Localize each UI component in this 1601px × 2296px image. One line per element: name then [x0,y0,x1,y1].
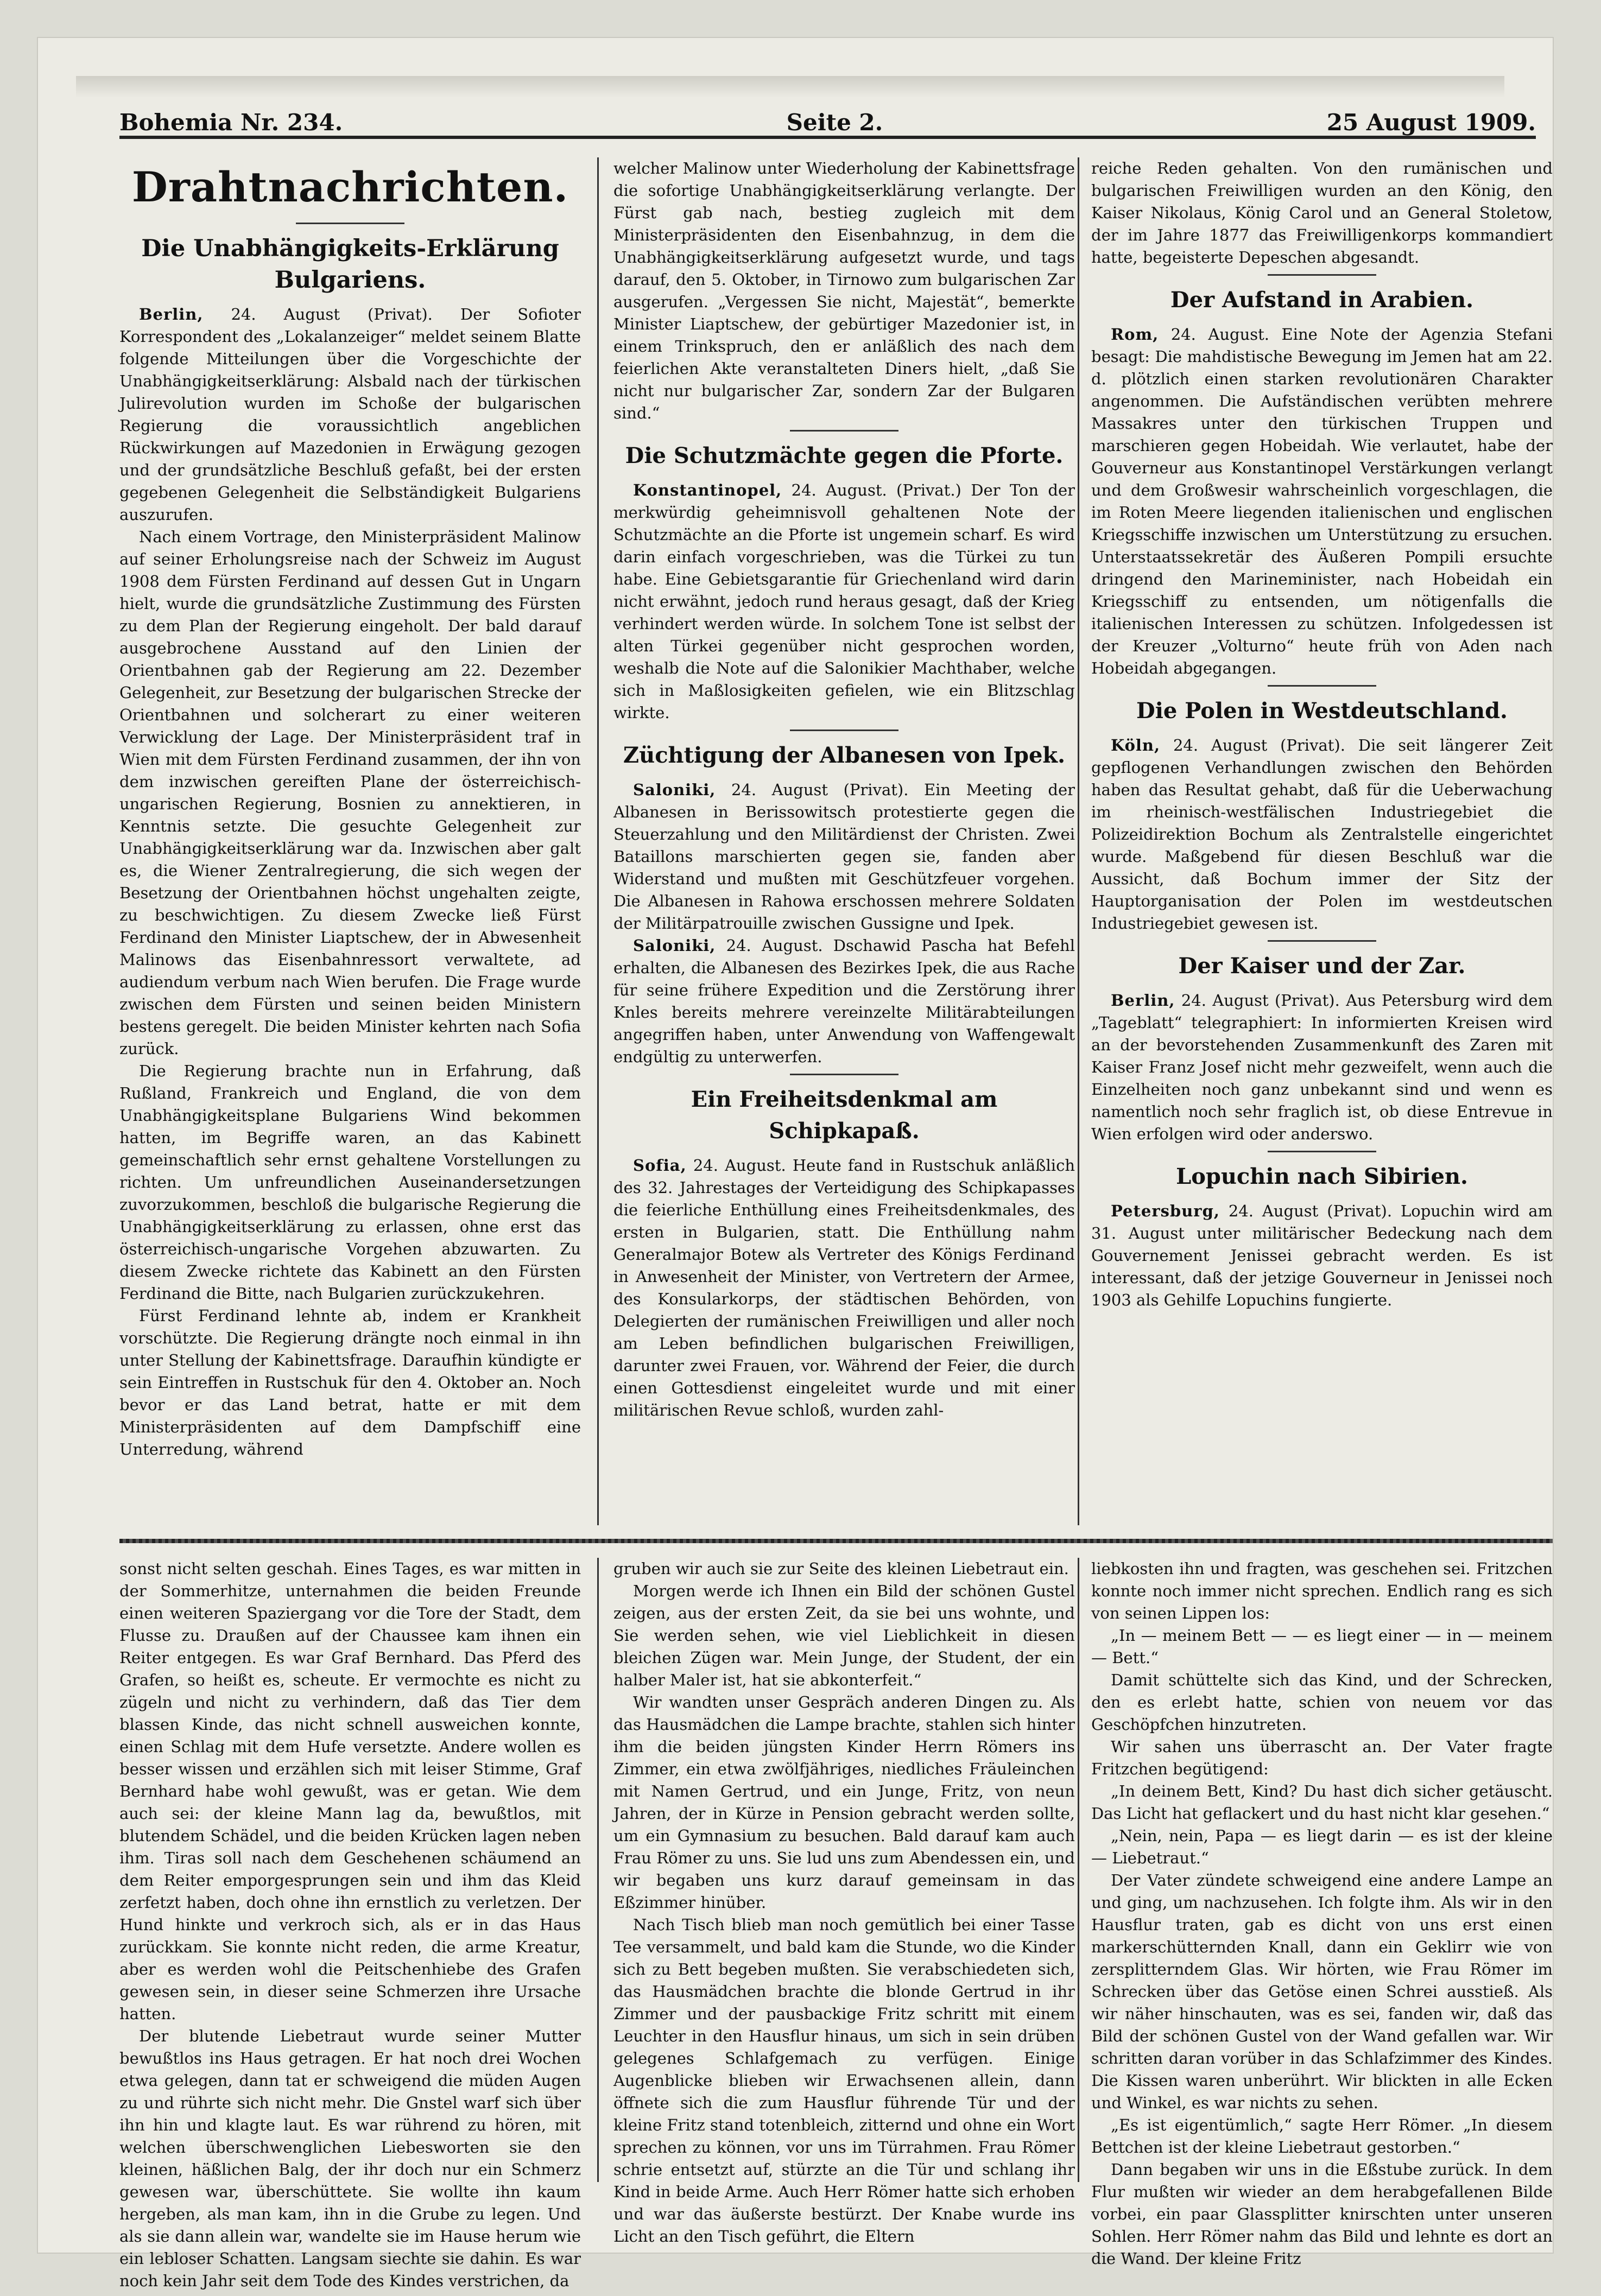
feuilleton-column-1 [119,1558,581,2290]
divider [1268,685,1376,687]
divider [1268,940,1376,942]
running-head [119,87,1536,139]
paragraph-text: 24. August. Eine Note der Agenzia Stefani besagt: Die mahdistische Bewegung im Jemen hat am 22. d. plötzlich einen starken revolutionären Charakter angenommen. Die Aufständischen verübten mehrere Massakres unter den türkischen Truppen und marschieren gegen Hobeidah. Wie verlautet, habe der Gouverneur aus Konstantinopel Verstärkungen verlangt und dem Großwesir wahrscheinlich vorgeschlagen, die im Roten Meere liegenden italienischen und englischen Kriegsschiffe inzwischen um Unterstützung zu ersuchen. Unterstaatssekretär des Äußeren Pompili ersuchte dringend den Marineminister, nach Hobeidah ein Kriegsschiff zu entsenden, um nötigenfalls die italienischen Interessen zu schützen. Infolgedessen ist der Kreuzer „Volturno“ heute früh von Aden nach Hobeidah abgegangen. [1091,325,1553,677]
article-continuation: reiche Reden gehalten. Von den rumänischen und bulgarischen Freiwilligen wurden an den König, den Kaiser Nikolaus, König Carol und an General Stoletow, der im Jahre 1877 das Freiwilligenkorps kommandiert hatte, begeisterte Depeschen abgesandt. [1091,159,1553,267]
feuilleton-paragraph: liebkosten ihn und fragten, was geschehen sei. Fritzchen konnte noch immer nicht sprechen. Endlich rang es sich von seinen Lippen los: [1091,1559,1553,1622]
paragraph-text: 24. August (Privat). Aus Petersburg wird dem „Tageblatt“ telegraphiert: In informierten Kreisen wird an der bevorstehenden Zusammenkunft des Zaren mit Kaiser Franz Josef nicht mehr gezweifelt, wenn auch die Einzelheiten noch ganz unbekannt sind und wenn es namentlich noch sehr fraglich ist, ob diese Entrevue in Wien erfolgen wird oder anderswo. [1091,991,1553,1143]
column-rule [1078,157,1079,1525]
feuilleton-paragraph: Wir sahen uns überrascht an. Der Vater fragte Fritzchen begütigend: [1091,1737,1553,1778]
article-paragraph [613,1155,1075,1422]
article-paragraph [613,779,1075,935]
paragraph-text: 24. August (Privat). Der Sofioter Korrespondent des „Lokalanzeiger“ meldet seinem Blatte folgende Mitteilungen über die Vorgeschichte der Unabhängigkeitserklärung: Alsbald nach der türkischen Julirevolution wurden im Schoße der bulgarischen Regierung die voraussichtlich angeblichen Rückwirkungen auf Mazedonien in Erwägung gezogen und der grundsätzliche Beschluß gefaßt, bei der ersten gegebenen Gelegenheit die Selbständigkeit Bulgariens auszurufen. [119,305,581,524]
divider [790,730,898,731]
dateline: Sofia, [633,1156,687,1175]
dateline: Rom, [1111,325,1159,344]
article-paragraph [613,935,1075,1068]
paragraph-text: 24. August. Dschawid Pascha hat Befehl erhalten, die Albanesen des Bezirkes Ipek, die aus Rache für seine frühere Expedition und die Zerstörung ihrer Knles bereits mehrere vereinzelte Militärabteilungen angegriffen haben, unter Anwendung von Waffengewalt endgültig zu unterwerfen. [613,936,1075,1066]
divider [1268,1151,1376,1152]
feuilleton-column-3 [1091,1558,1553,2268]
feuilleton-paragraph: Dann begaben wir uns in die Eßstube zurück. In dem Flur mußten wir wieder an dem herabgefallenen Bilde vorbei, ein paar Glassplitter knirschten unter unseren Sohlen. Herr Römer nahm das Bild und lehnte es dort an die Wand. Der kleine Fritz [1091,2160,1553,2268]
article-paragraph: Die Regierung brachte nun in Erfahrung, daß Rußland, Frankreich und England, die von dem Unabhängigkeitsplane Bulgariens Wind bekommen hatten, im Begriffe waren, an das Kabinett gemeinschaftlich sehr ernst gehaltene Vorstellungen zu richten. Um unfreundlichen Auseinandersetzungen zuvorzukommen, beschloß die bulgarische Regierung die Unabhängigkeitserklärung zu erlassen, ohne erst das österreichisch-ungarische Vorgehen abzuwarten. Zu diesem Zwecke richtete das Kabinett an den Fürsten Ferdinand die Bitte, nach Bulgarien zurückzukehren. [119,1062,581,1303]
feuilleton-rule [119,1539,1553,1543]
article-headline: Lopuchin nach Sibirien. [1176,1164,1468,1189]
dateline: Konstantinopel, [633,481,782,499]
column-rule [1078,1558,1079,2182]
dateline: Berlin, [1111,991,1175,1010]
feuilleton-paragraph: „In deinem Bett, Kind? Du hast dich sicher getäuscht. Das Licht hat geflackert und du hast nicht klar gesehen.“ [1091,1782,1553,1823]
feuilleton-column-2 [613,1558,1075,2246]
feuilleton-paragraph: Der blutende Liebetraut wurde seiner Mutter bewußtlos ins Haus getragen. Er hat noch drei Wochen etwa gelegen, dann tat er schweigend die müden Augen zu und rührte sich nicht mehr. Die Gnstel warf sich über ihn hin und klagte laut. Es war rührend zu hören, mit welchen überschwenglichen Liebesworten sie den kleinen, häßlichen Balg, der ihr doch nur ein Schmerz gewesen war, überschüttete. Sie wollte ihn kaum hergeben, als man kam, ihn in die Grube zu legen. Und als sie dann allein war, wandelte sie im Hause herum wie ein lebloser Schatten. Langsam siechte sie dahin. Es war noch kein Jahr seit dem Tode des Kindes verstrichen, da [119,2027,581,2290]
news-column-3 [1091,157,1553,1525]
page-number: Seite 2. [786,109,883,136]
article-headline: Ein Freiheitsdenkmal am Schipkapaß. [691,1087,998,1144]
feuilleton-paragraph: Wir wandten unser Gespräch anderen Dingen zu. Als das Hausmädchen die Lampe brachte, stahlen sich hinter ihm die beiden jüngsten Kinder Herrn Römers ins Zimmer, ein etwa zwölfjähriges, niedliches Fräuleinchen mit Namen Gertrud, und ein Junge, Fritz, von neun Jahren, der in Kürze in Pension gebracht werden sollte, um ein Gymnasium zu besuchen. Bald darauf kam auch Frau Römer zu uns. Sie lud uns zum Abendessen ein, und wir begaben uns kurz darauf gemeinsam in das Eßzimmer hinüber. [613,1693,1075,1912]
article-headline: Der Kaiser und der Zar. [1178,953,1466,979]
article-headline: Züchtigung der Albanesen von Ipek. [623,743,1066,768]
paragraph-text: 24. August (Privat). Die seit längerer Zeit gepflogenen Verhandlungen zwischen den Behörden haben das Resultat gehabt, daß für die Ueberwachung im rheinisch-westfälischen Industriegebiet die Polizeidirektion Bochum als Zentralstelle eingerichtet wurde. Maßgebend für diesen Beschluß war die Aussicht, daß Bochum immer der Sitz der Hauptorganisation der Polen im westdeutschen Industriegebiet gewesen ist. [1091,736,1553,933]
article-headline: Die Schutzmächte gegen die Pforte. [625,443,1064,468]
dateline: Berlin, [139,305,204,324]
divider [296,223,404,224]
news-column-1 [119,157,581,1525]
issue-date: 25 August 1909. [1326,109,1536,136]
paragraph-text: 24. August (Privat). Lopuchin wird am 31. August unter militärischer Bedeckung nach dem Gouvernement Jenissei gebracht werden. Es ist interessant, daß der jetzige Gouverneur in Jenissei noch 1903 als Gehilfe Lopuchins fungierte. [1091,1202,1553,1309]
divider [1268,274,1376,276]
dateline: Saloniki, [633,936,716,955]
article-paragraph: Nach einem Vortrage, den Ministerpräsident Malinow auf seiner Erholungsreise nach der Schweiz im August 1908 dem Fürsten Ferdinand auf dessen Gut in Ungarn hielt, wurde die grundsätzliche Zustimmung des Fürsten zu dem Plan der Regierung eingeholt. Der bald darauf ausgebrochene Ausstand auf den Linien der Orientbahnen gab der Regierung am 22. Dezember Gelegenheit, zur Besetzung der bulgarischen Strecke der Orientbahnen und solcherart zu einer weiteren Verwicklung der Lage. Der Ministerpräsident traf in Wien mit dem Fürsten Ferdinand zusammen, der ihn von dem inzwischen gereiften Plane der österreichisch-ungarischen Regierung, Bosnien zu annektieren, in Kenntnis setzte. Die gesuchte Gelegenheit zur Unabhängigkeitserklärung war da. Inzwischen aber galt es, die Wiener Zentralregierung, die sich wegen der Besetzung der Orientbahnen höchst ungehalten zeigte, zu beschwichtigen. Zu diesem Zwecke ließ Fürst Ferdinand den Minister Liaptschew, der in Abwesenheit Malinows das Eisenbahnressort verwaltete, ad audiendum verbum nach Wien berufen. Die Frage wurde zwischen dem Fürsten und seinen beiden Ministern bestens geregelt. Die beiden Minister kehrten nach Sofia zurück. [119,528,581,1058]
article-continuation: welcher Malinow unter Wiederholung der Kabinettsfrage die sofortige Unabhängigkeitserklärung verlangte. Der Fürst gab nach, bestieg zugleich mit dem Ministerpräsidenten den Eisenbahnzug, in dem die Unabhängigkeitserklärung aufgesetzt wurde, und tags darauf, den 5. Oktober, in Tirnowo zum bulgarischen Zar ausgerufen. „Vergessen Sie nicht, Majestät“, bemerkte Minister Liaptschew, der gebürtiger Mazedonier ist, in einem Trinkspruch, den er anläßlich des nach dem feierlichen Akte veranstalteten Diners hielt, „daß Sie nicht nur bulgarischer Zar, sondern Zar der Bulgaren sind.“ [613,159,1075,422]
article-paragraph: Fürst Ferdinand lehnte ab, indem er Krankheit vorschützte. Die Regierung drängte noch einmal in ihn unter Stellung der Kabinettsfrage. Daraufhin kündigte er sein Eintreffen in Rustschuk für den 4. Oktober an. Noch bevor er das Land betrat, hatte er mit dem Ministerpräsidenten auf dem Dampfschiff eine Unterredung, während [119,1306,581,1458]
feuilleton-paragraph: „Nein, nein, Papa — es liegt darin — es ist der kleine — Liebetraut.“ [1091,1826,1553,1867]
feuilleton-paragraph: „Es ist eigentümlich,“ sagte Herr Römer. „In diesem Bettchen ist der kleine Liebetraut gestorben.“ [1091,2116,1553,2157]
article-paragraph [1091,1200,1553,1311]
divider [790,430,898,432]
paragraph-text: 24. August. Heute fand in Rustschuk anläßlich des 32. Jahrestages der Verteidigung des Schipkapasses die feierliche Enthüllung eines Freiheitsdenkmales, des ersten in Bulgarien, statt. Die Enthüllung nahm Generalmajor Botew als Vertreter des Königs Ferdinand in Anwesenheit der Minister, von Vertretern der Armee, des Konsularkorps, der städtischen Behörden, von Delegierten der rumänischen Freiwilligen und aller noch am Leben befindlichen bulgarischen Freiwilligen, darunter zwei Frauen, vor. Während der Feier, die durch einen Gottesdienst eingeleitet wurde und mit einer militärischen Revue schloß, wurden zahl- [613,1156,1075,1419]
article-paragraph [1091,734,1553,935]
article-headline: Die Polen in Westdeutschland. [1136,698,1508,724]
column-rule [597,1558,599,2182]
dateline: Saloniki, [633,781,716,799]
dateline: Petersburg, [1111,1202,1220,1220]
feuilleton-paragraph: Damit schüttelte sich das Kind, und der Schrecken, den es erlebt hatte, schien von neuem vor das Geschöpfchen hinzutreten. [1091,1671,1553,1734]
dateline: Köln, [1111,736,1161,754]
paragraph-text: 24. August. (Privat.) Der Ton der merkwürdig geheimnisvoll gehaltenen Note der Schutzmächte an die Pforte ist ungemein scharf. Es wird darin einfach vorgeschrieben, was die Türkei zu tun habe. Eine Gebietsgarantie für Griechenland wird darin nicht erwähnt, jedoch rund heraus gesagt, daß der Krieg verhindert werden würde. In solchem Tone ist selbst der alten Türkei gegenüber nicht gesprochen worden, weshalb die Note auf die Salonikier Machthaber, welche sich in Maßlosigkeiten gefielen, wie ein Blitzschlag wirkte. [613,481,1075,722]
paragraph-text: 24. August (Privat). Ein Meeting der Albanesen in Berissowitsch protestierte gegen die Steuerzahlung und den Militärdienst der Christen. Zwei Bataillons marschierten gegen sie, fanden aber Widerstand und mußten mit Geschützfeuer vorgehen. Die Albanesen in Rahowa erschossen mehrere Soldaten der Militärpatrouille zwischen Gussigne und Ipek. [613,781,1075,933]
article-headline: Die Unabhängigkeits-Erklärung Bulgariens. [141,235,559,294]
article-paragraph [119,303,581,526]
article-paragraph [1091,990,1553,1145]
feuilleton-paragraph: gruben wir auch sie zur Seite des kleinen Liebetraut ein. [613,1559,1069,1578]
article-paragraph [613,479,1075,724]
feuilleton-paragraph: Morgen werde ich Ihnen ein Bild der schönen Gustel zeigen, aus der ersten Zeit, da sie bei uns wohnte, und Sie werden sehen, wie viel Lieblichkeit in diesen bleichen Zügen war. Mein Junge, der Student, der ein halber Maler ist, hat sie abkonterfeit.“ [613,1582,1075,1689]
feuilleton-paragraph: Der Vater zündete schweigend eine andere Lampe an und ging, um nachzusehen. Ich folgte ihm. Als wir in den Hausflur traten, gab es dicht von uns erst einen markerschütternden Knall, dann ein Geklirr wie von zersplitterndem Glas. Wir hörten, wie Frau Römer im Schrecken über das Getöse einen Schrei ausstieß. Als wir näher hinschauten, was es sei, fanden wir, daß das Bild der schönen Gustel von der Wand gefallen war. Wir schritten daran vorüber in das Schlafzimmer des Kindes. Die Kissen waren unberührt. Wir blickten in alle Ecken und Winkel, es war nichts zu sehen. [1091,1871,1553,2112]
feuilleton-paragraph: „In — meinem Bett — — es liegt einer — in — meinem — Bett.“ [1091,1626,1553,1667]
feuilleton-paragraph: Nach Tisch blieb man noch gemütlich bei einer Tasse Tee versammelt, und bald kam die Stunde, wo die Kinder sich zu Bett begeben mußten. Sie verabschiedeten sich, das Hausmädchen brachte die blonde Gertrud in ihr Zimmer und der pausbackige Fritz schritt mit einem Leuchter in den Hausflur hinaus, um sich in sein drüben gelegenes Schlafgemach zu verfügen. Einige Augenblicke blieben wir Erwachsenen allein, dann öffnete sich die zum Hausflur führende Tür und der kleine Fritz stand totenbleich, zitternd und ohne ein Wort sprechen zu können, vor uns im Türrahmen. Frau Römer schrie entsetzt auf, stürzte an die Tür und schlang ihr Kind in beide Arme. Auch Herr Römer hatte sich erhoben und war das äußerste bestürzt. Der Knabe wurde ins Licht an den Tisch geführt, die Eltern [613,1916,1075,2246]
section-masthead: Drahtnachrichten. [131,163,569,211]
article-paragraph [1091,324,1553,680]
article-headline: Der Aufstand in Arabien. [1170,287,1474,313]
column-rule [597,157,599,1525]
news-column-2 [613,157,1075,1525]
divider [790,1074,898,1075]
feuilleton-paragraph: sonst nicht selten geschah. Eines Tages, es war mitten in der Sommerhitze, unternahmen die beiden Freunde einen weiteren Spaziergang vor die Tore der Stadt, dem Flusse zu. Draußen auf der Chaussee kam ihnen ein Reiter entgegen. Es war Graf Bernhard. Das Pferd des Grafen, so heißt es, scheute. Er vermochte es nicht zu zügeln und nicht zu verhindern, daß das Tier dem blassen Kinde, das nicht schnell ausweichen konnte, einen Schlag mit dem Hufe versetzte. Andere wollen es besser wissen und erzählen sich mit leiser Stimme, Graf Bernhard habe wohl gewußt, was er getan. Wie dem auch sei: der kleine Mann lag da, bewußtlos, mit blutendem Schädel, und die beiden Krücken lagen neben ihm. Tiras soll nach dem Geschehenen schäumend an dem Reiter emporgesprungen sein und ihm das Kleid zerfetzt haben, doch ohne ihn ernstlich zu verletzen. Der Hund hinkte und verkroch sich, als er in das Haus zurückkam. Sie konnte nicht reden, die arme Kreatur, aber es werden wohl die Peitschenhiebe des Grafen gewesen sein, in dieser seine Schmerzen ihre Ursache hatten. [119,1559,581,2023]
issue-label: Bohemia Nr. 234. [119,109,343,136]
